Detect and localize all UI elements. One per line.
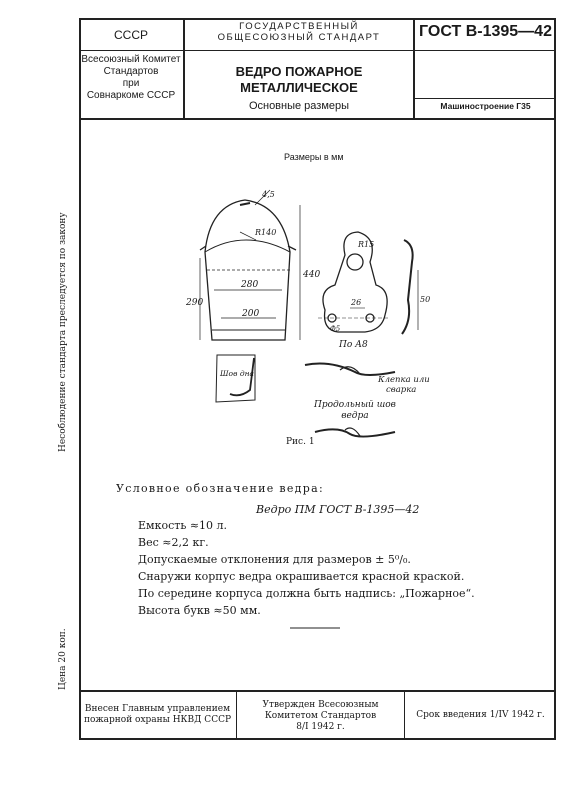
dim-radius-top: R140 [255,228,277,237]
long-seam-label [314,400,396,422]
committee-line-4: Совнаркоме СССР [86,90,176,101]
lug-profile [402,240,413,334]
dim-lug-width: 26 [351,298,362,307]
dimensions-note: Размеры в мм [284,152,344,162]
title-line-1: ВЕДРО ПОЖАРНОЕ [235,64,363,79]
committee-line-3: при [122,78,140,89]
committee-line-2: Стандартов [103,66,159,77]
dim-width-top: 280 [241,280,259,290]
spec-line-weight: Вес ≈2,2 кг. [138,536,209,549]
approved-by-line-1: Утвержден Всесоюзным [262,700,379,710]
effective-date: Срок введения 1/IV 1942 г. [416,710,545,720]
standard-type-line-1: ГОСУДАРСТВЕННЫЙ [239,21,359,32]
spec-line-inscription: По середине корпуса должна быть надпись: „Пожарное“. [138,587,475,600]
rivet-note-line-1: Клепка или [378,375,430,385]
document-subtitle: Основные размеры [248,100,350,112]
bucket-handle [205,240,290,252]
title-line-2: МЕТАЛЛИЧЕСКОЕ [240,80,358,95]
figure-caption: Рис. 1 [286,437,315,447]
dim-lug-radius: R15 [358,240,375,249]
rivet-note [378,375,430,395]
rivet-seam [305,364,395,375]
footer-top-line [79,690,556,692]
spec-line-capacity: Емкость ≈10 л. [138,519,228,532]
dim-width-bottom: 200 [242,309,260,319]
committee-line-1: Всесоюзный Комитет [81,54,181,65]
law-warning: Несоблюдение стандарта преследуется по закону [58,212,68,452]
approved-by [237,700,404,733]
long-seam-line-1: Продольный шов [314,400,396,410]
dim-lug-height: 50 [420,295,431,304]
designation-value: Ведро ПМ ГОСТ В-1395—42 [256,503,420,516]
dim-height-body: 290 [186,298,204,308]
dim-top-thickness: 4,5 [262,190,275,199]
country-label: СССР [113,28,148,42]
standard-type-line-2: ОБЩЕСОЮЗНЫЙ СТАНДАРТ [217,32,381,43]
standard-code: ГОСТ В-1395—42 [419,23,552,40]
introduced-by-line-2: пожарной охраны НКВД СССР [83,715,232,725]
approved-by-line-2: Комитетом Стандартов [264,711,377,721]
spec-line-paint: Снаружи корпус ведра окрашивается красной краской. [138,570,465,583]
introduced-by-line-1: Внесен Главным управлением [84,704,231,714]
lug-outline [323,232,387,332]
spec-line-letter-height: Высота букв ≈50 мм. [138,604,261,617]
price-note: Цена 20 коп. [58,628,68,690]
introduced-by [79,704,236,726]
lug-label: По А8 [339,340,368,350]
rivet-note-line-2: сварка [386,385,417,395]
dim-height-total: 440 [303,270,321,280]
approved-by-line-3: 8/I 1942 г. [296,722,345,732]
long-seam-line-2: ведра [341,411,369,421]
bottom-seam-label: Шов дна [220,369,254,378]
designation-label: Условное обозначение ведра: [116,482,324,495]
category-label: Машиностроение Г35 [440,101,531,111]
spec-line-tolerance: Допускаемые отклонения для размеров ± 5⁰/₀. [138,553,411,566]
dim-hole: Ф5 [330,325,341,333]
